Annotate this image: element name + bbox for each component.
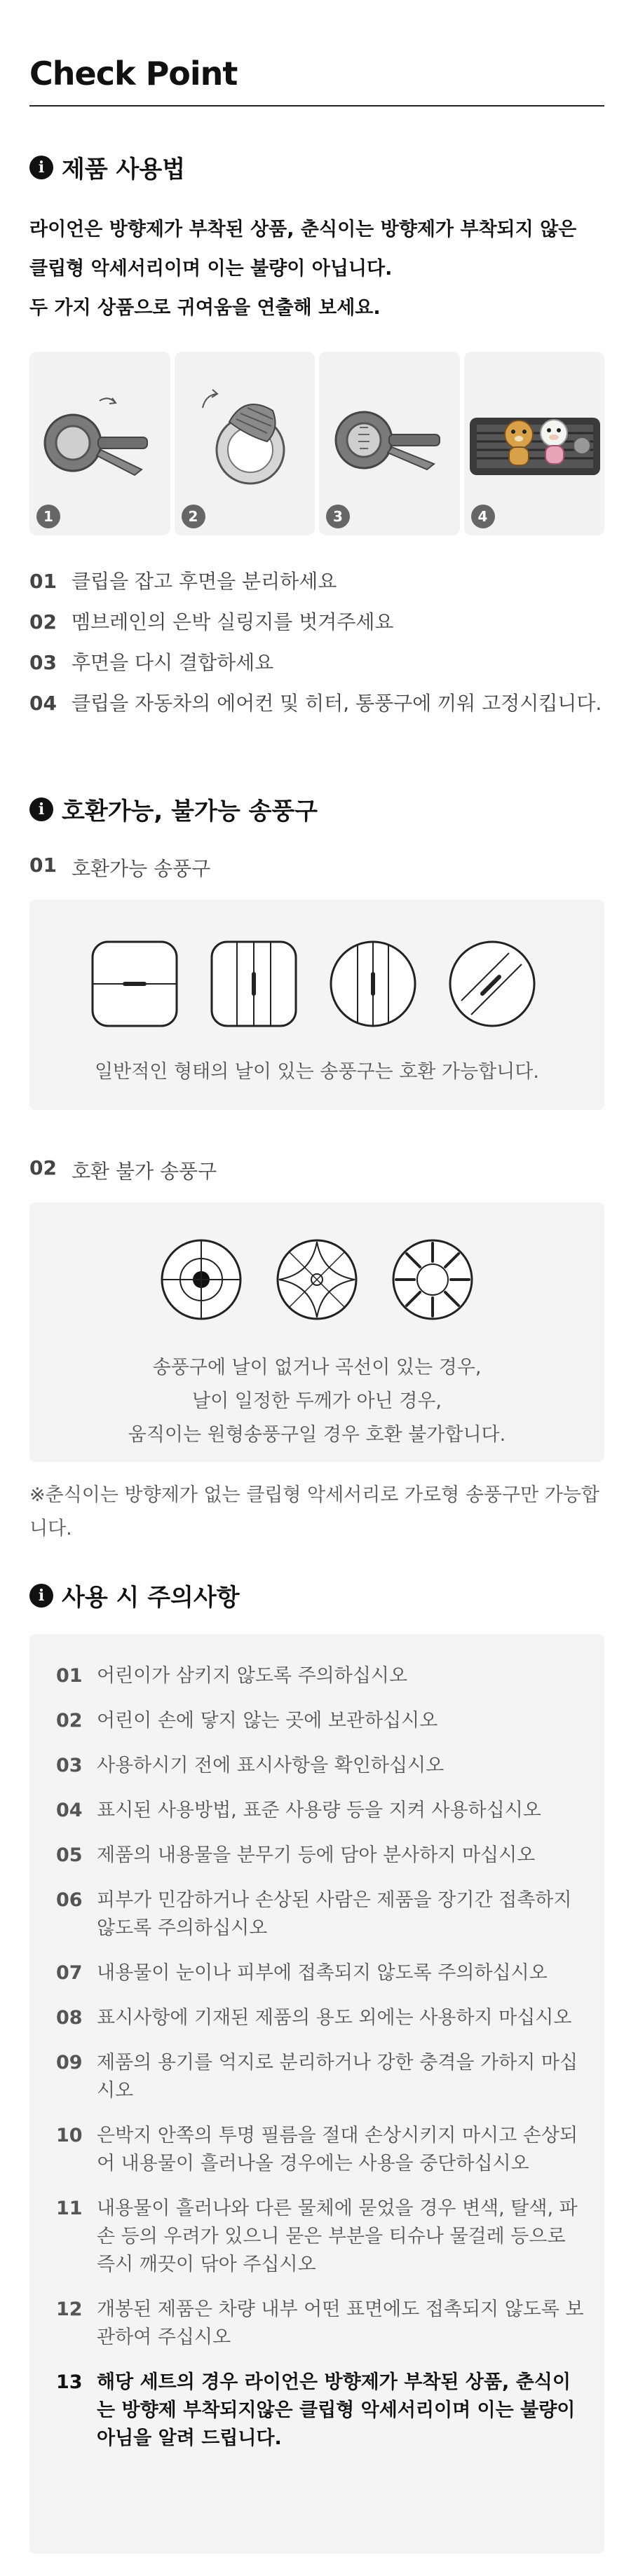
- usage-intro-line: 라이언은 방향제가 부착된 상품, 춘식이는 방향제가 부착되지 않은: [29, 219, 577, 240]
- caution-text: 어린이가 삼키지 않도록 주의하십시오: [97, 1665, 408, 1687]
- list-item: [56, 2004, 589, 2032]
- info-icon: i: [29, 797, 53, 821]
- list-item: [56, 2195, 589, 2279]
- info-icon: i: [29, 156, 53, 179]
- caution-text: 내용물이 흘러나와 다른 물체에 묻었을 경우 변색, 탈색, 파손 등의 우려가 있으니 묻은 부분을 티슈나 물걸레 등으로 즉시 깨끗이 닦아 주십시오: [97, 2198, 578, 2275]
- caution-number: 12: [56, 2298, 83, 2320]
- compat-ng-box: [29, 1203, 604, 1462]
- caution-box: [29, 1634, 604, 2554]
- step-text: 후면을 다시 결합하세요: [72, 651, 274, 674]
- caution-number: 04: [56, 1800, 83, 1821]
- caution-text: 개봉된 제품은 차량 내부 어떤 표면에도 접촉되지 않도록 보관하여 주십시오: [97, 2298, 584, 2348]
- usage-intro: [29, 210, 604, 328]
- step-number: 02: [29, 610, 57, 633]
- compat-heading: [29, 792, 318, 826]
- page-title: Check Point: [29, 55, 238, 93]
- caution-number: 01: [56, 1665, 83, 1687]
- compat-ng-caption: [29, 1351, 604, 1452]
- caution-text: 사용하시기 전에 표시사항을 확인하십시오: [97, 1755, 445, 1776]
- compat-note: ※춘식이는 방향제가 없는 클립형 악세서리로 가로형 송풍구만 가능합니다.: [29, 1484, 599, 1540]
- step-card-3: [319, 352, 460, 535]
- caution-number: 08: [56, 2007, 83, 2029]
- step-number: 01: [29, 570, 57, 593]
- step-text: 멤브레인의 은박 실링지를 벗겨주세요: [72, 610, 394, 633]
- caution-text: 은박지 안쪽의 투명 필름을 절대 손상시키지 마시고 손상되어 내용물이 흘러나올 경우에는 사용을 중단하십시오: [97, 2125, 578, 2174]
- step-text: 클립을 잡고 후면을 분리하세요: [72, 570, 337, 593]
- title-divider: [29, 105, 604, 107]
- caution-text: 내용물이 눈이나 피부에 접촉되지 않도록 주의하십시오: [97, 1962, 548, 1984]
- compat-ng-caption-line: 송풍구에 날이 없거나 곡선이 있는 경우,: [152, 1357, 482, 1378]
- compat-ok-caption: 일반적인 형태의 날이 있는 송풍구는 호환 가능합니다.: [95, 1061, 539, 1083]
- compat-ng-caption-line: 날이 일정한 두께가 아닌 경우,: [192, 1390, 442, 1412]
- step-number: 03: [29, 651, 57, 674]
- compat-ok-label: [29, 854, 210, 882]
- compat-ng-caption-line: 움직이는 원형송풍구일 경우 호환 불가합니다.: [128, 1424, 506, 1446]
- compat-ok-number: 01: [29, 854, 57, 877]
- list-item: [29, 608, 604, 636]
- step-number: 04: [29, 692, 57, 715]
- caution-number: 11: [56, 2198, 83, 2219]
- step-badge-3: 3: [326, 505, 350, 528]
- compat-heading-text: 호환가능, 불가능 송풍구: [62, 797, 318, 825]
- step-card-1: [29, 352, 170, 535]
- caution-heading-text: 사용 시 주의사항: [62, 1584, 240, 1612]
- compat-ok-box: [29, 900, 604, 1110]
- caution-text: 해당 세트의 경우 라이언은 방향제가 부착된 상품, 춘식이는 방향제 부착되지않은 클립형 악세서리이며 이는 불량이 아님을 알려 드립니다.: [97, 2371, 576, 2449]
- caution-number: 10: [56, 2125, 83, 2146]
- caution-text: 표시된 사용방법, 표준 사용량 등을 지켜 사용하십시오: [97, 1800, 541, 1821]
- compat-ok-text: 호환가능 송풍구: [72, 857, 211, 880]
- list-item: [29, 568, 604, 596]
- caution-number: 06: [56, 1889, 83, 1911]
- step-illustrations: [29, 352, 604, 535]
- caution-number: 05: [56, 1844, 83, 1866]
- list-item: [56, 2369, 589, 2453]
- caution-text: 피부가 민감하거나 손상된 사람은 제품을 장기간 접촉하지 않도록 주의하십시오: [97, 1889, 572, 1939]
- list-item: [56, 1662, 589, 1690]
- list-item: [56, 1886, 589, 1943]
- caution-text: 제품의 용기를 억지로 분리하거나 강한 충격을 가하지 마십시오: [97, 2052, 578, 2102]
- caution-number: 09: [56, 2052, 83, 2074]
- caution-text: 표시사항에 기재된 제품의 용도 외에는 사용하지 마십시오: [97, 2007, 572, 2029]
- compatible-vents-illustration: [29, 900, 604, 1040]
- caution-number: 03: [56, 1755, 83, 1776]
- caution-text: 어린이 손에 닿지 않는 곳에 보관하십시오: [97, 1710, 438, 1732]
- compat-ng-number: 02: [29, 1156, 57, 1179]
- caution-list: [56, 1662, 589, 2453]
- list-item: [56, 1797, 589, 1825]
- usage-heading: [29, 150, 185, 184]
- usage-intro-line: 두 가지 상품으로 귀여움을 연출해 보세요.: [29, 297, 381, 319]
- list-item: [56, 2049, 589, 2105]
- step-badge-1: 1: [36, 505, 60, 528]
- step-badge-2: 2: [182, 505, 205, 528]
- list-item: [56, 1842, 589, 1870]
- info-icon: i: [29, 1584, 53, 1608]
- step-text: 클립을 자동차의 에어컨 및 히터, 통풍구에 끼워 고정시킵니다.: [72, 692, 602, 715]
- list-item: [56, 2122, 589, 2178]
- step-card-2: [175, 352, 316, 535]
- caution-text: 제품의 내용물을 분무기 등에 담아 분사하지 마십시오: [97, 1844, 536, 1866]
- list-item: [56, 1752, 589, 1780]
- caution-number: 02: [56, 1710, 83, 1732]
- usage-intro-line: 클립형 악세서리이며 이는 불량이 아닙니다.: [29, 258, 393, 280]
- caution-heading: [29, 1578, 240, 1612]
- list-item: [29, 690, 604, 718]
- step-card-4: [464, 352, 605, 535]
- incompatible-vents-illustration: [29, 1203, 604, 1329]
- usage-heading-text: 제품 사용법: [62, 156, 186, 184]
- caution-number: 13: [56, 2371, 83, 2393]
- list-item: [56, 2296, 589, 2352]
- list-item: [56, 1707, 589, 1735]
- compat-ng-text: 호환 불가 송풍구: [72, 1160, 217, 1183]
- usage-steps: [29, 568, 604, 730]
- list-item: [29, 649, 604, 677]
- caution-number: 07: [56, 1962, 83, 1984]
- compat-ng-label: [29, 1156, 217, 1184]
- step-badge-4: 4: [471, 505, 495, 528]
- list-item: [56, 1959, 589, 1987]
